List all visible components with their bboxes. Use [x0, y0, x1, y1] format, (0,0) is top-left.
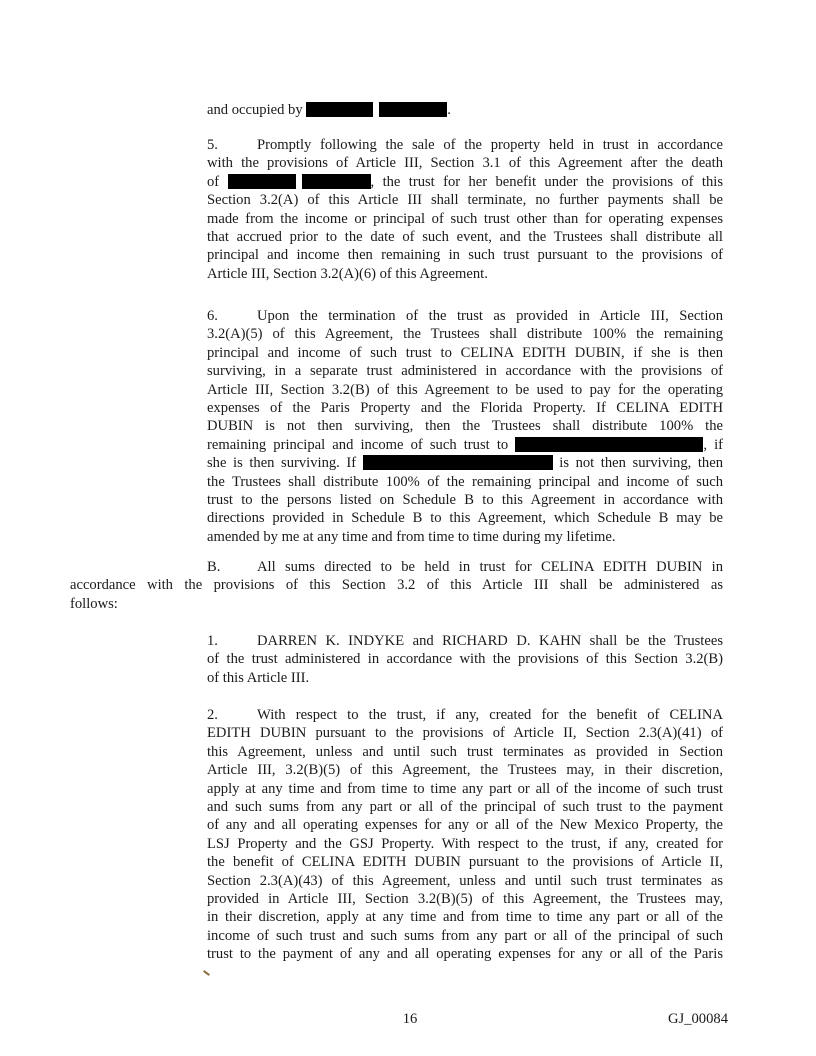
text-segment: trust to the payment of any and all operating expenses for any or all of the Paris	[207, 946, 723, 963]
text-line	[207, 101, 723, 119]
text-segment: the Trustees shall distribute 100% of the remaining principal and income of such	[207, 473, 723, 490]
text-line	[207, 491, 723, 509]
text-segment: made from the income or principal of such trust other than for operating expenses	[207, 210, 723, 227]
text-line	[207, 761, 723, 779]
text-segment: With respect to the trust, if any, created for the benefit of CELINA	[257, 707, 723, 723]
text-segment: EDITH DUBIN pursuant to the provisions of Article II, Section 2.3(A)(41) of	[207, 725, 723, 742]
text-line	[207, 191, 723, 209]
text-line	[207, 650, 723, 668]
text-segment: All sums directed to be held in trust for CELINA EDITH DUBIN in	[257, 559, 723, 575]
text-segment: Section 2.3(A)(43) of this Agreement, unless and until such trust terminates as	[207, 872, 723, 889]
text-line	[207, 927, 723, 945]
redaction-box	[302, 174, 371, 189]
text-line	[207, 265, 723, 283]
text-segment: and such sums from any part or all of the principal of such trust to the payment	[207, 798, 723, 815]
text-line	[207, 136, 723, 154]
text-line	[70, 576, 723, 594]
text-line	[207, 816, 723, 834]
text-segment: of the trust administered in accordance with the provisions of this Section 3.2(B)	[207, 651, 723, 668]
text-segment: she is then surviving. If	[207, 455, 363, 472]
text-segment: income of such trust and such sums from any part or all of the principal of such	[207, 927, 723, 944]
text-line	[207, 381, 723, 399]
text-segment: surviving, in a separate trust administered in accordance with the provisions of	[207, 363, 723, 380]
text-segment: with the provisions of Article III, Section 3.1 of this Agreement after the death	[207, 155, 723, 172]
paragraph-number: 6.	[207, 308, 218, 324]
text-line	[207, 872, 723, 890]
text-segment: of this Article III.	[207, 669, 310, 686]
text-segment: directions provided in Schedule B to this Agreement, which Schedule B may be	[207, 510, 723, 527]
text-segment: Upon the termination of the trust as provided in Article III, Section	[257, 308, 723, 324]
text-segment: amended by me at any time and from time to time during my lifetime.	[207, 528, 616, 545]
text-line	[207, 743, 723, 761]
text-segment: Section 3.2(A) of this Article III shall terminate, no further payments shall be	[207, 192, 723, 209]
scan-mark	[203, 970, 210, 976]
text-segment: DUBIN is not then surviving, then the Trustees shall distribute 100% the	[207, 418, 723, 435]
text-segment: .	[447, 102, 451, 118]
paragraph	[207, 136, 723, 283]
text-line	[207, 436, 723, 454]
text-line	[207, 669, 723, 687]
paragraph-number: 5.	[207, 137, 218, 153]
text-segment: the benefit of CELINA EDITH DUBIN pursuant to the provisions of Article II,	[207, 854, 723, 871]
text-segment: principal and income of such trust to CELINA EDITH DUBIN, if she is then	[207, 344, 723, 361]
bates-number: GJ_00084	[668, 1011, 728, 1027]
text-segment: DARREN K. INDYKE and RICHARD D. KAHN shall be the Trustees	[257, 633, 723, 649]
text-segment: of any and all operating expenses for any or all of the New Mexico Property, the	[207, 817, 723, 834]
text-segment: trust to the persons listed on Schedule B to this Agreement in accordance with	[207, 491, 723, 508]
text-line	[207, 344, 723, 362]
text-segment: of	[207, 173, 228, 190]
paragraph	[207, 706, 723, 963]
text-segment: in their discretion, apply at any time and from time to time any part or all of the	[207, 909, 723, 926]
text-line	[207, 228, 723, 246]
text-line	[207, 908, 723, 926]
paragraph-number: 1.	[207, 633, 218, 649]
paragraph	[207, 307, 723, 546]
redaction-box	[515, 437, 703, 452]
text-line	[207, 890, 723, 908]
text-line	[207, 853, 723, 871]
paragraph-number: 2.	[207, 707, 218, 723]
paragraph	[70, 558, 723, 613]
text-line	[207, 417, 723, 435]
text-line	[207, 798, 723, 816]
text-segment: 3.2(A)(5) of this Agreement, the Trustees shall distribute 100% the remaining	[207, 326, 723, 343]
text-segment: Article III, Section 3.2(A)(6) of this Agreement.	[207, 265, 488, 282]
paragraph-number: B.	[207, 559, 221, 575]
text-segment: is not then surviving, then	[552, 455, 723, 472]
redaction-box	[363, 455, 553, 470]
text-segment: Article III, Section 3.2(B) of this Agreement to be used to pay for the operating	[207, 381, 723, 398]
redaction-box	[379, 102, 447, 117]
text-segment: , if	[703, 436, 724, 453]
text-segment: provided in Article III, Section 3.2(B)(5) of this Agreement, the Trustees may,	[207, 890, 723, 907]
text-segment: this Agreement, unless and until such trust terminates as provided in Section	[207, 743, 723, 760]
text-line	[207, 780, 723, 798]
text-segment: Article III, 3.2(B)(5) of this Agreement, the Trustees may, in their discretion,	[207, 762, 723, 779]
text-line	[207, 454, 723, 472]
text-segment: accordance with the provisions of this Section 3.2 of this Article III shall be administered as	[70, 577, 723, 594]
text-segment: , the trust for her benefit under the provisions of this	[370, 173, 724, 190]
text-line	[207, 210, 723, 228]
text-segment: LSJ Property and the GSJ Property. With respect to the trust, if any, created for	[207, 835, 723, 852]
text-segment: principal and income then remaining in such trust pursuant to the provisions of	[207, 247, 723, 264]
paragraph	[207, 632, 723, 687]
text-segment: remaining principal and income of such trust to	[207, 436, 516, 453]
text-line	[207, 706, 723, 724]
text-segment: apply at any time and from time to time any part or all of the income of such trust	[207, 780, 723, 797]
paragraph	[207, 101, 723, 119]
text-line	[207, 473, 723, 491]
text-line	[207, 173, 723, 191]
redaction-box	[306, 102, 373, 117]
text-line	[207, 945, 723, 963]
page-number: 16	[402, 1011, 418, 1027]
text-line	[207, 307, 723, 325]
text-line	[207, 246, 723, 264]
redaction-box	[228, 174, 296, 189]
text-line	[207, 724, 723, 742]
text-line	[207, 835, 723, 853]
text-line	[207, 528, 723, 546]
text-segment: that accrued prior to the date of such event, and the Trustees shall distribute all	[207, 228, 723, 245]
text-line	[207, 325, 723, 343]
text-line	[207, 509, 723, 527]
text-line	[207, 399, 723, 417]
text-segment: Promptly following the sale of the property held in trust in accordance	[257, 137, 723, 153]
text-segment: follows:	[70, 595, 118, 612]
text-segment: and occupied by	[207, 102, 307, 118]
text-segment: expenses of the Paris Property and the Florida Property. If CELINA EDITH	[207, 399, 723, 416]
text-line	[207, 632, 723, 650]
text-line	[70, 558, 723, 576]
text-line	[207, 362, 723, 380]
text-line	[70, 595, 723, 613]
text-line	[207, 154, 723, 172]
